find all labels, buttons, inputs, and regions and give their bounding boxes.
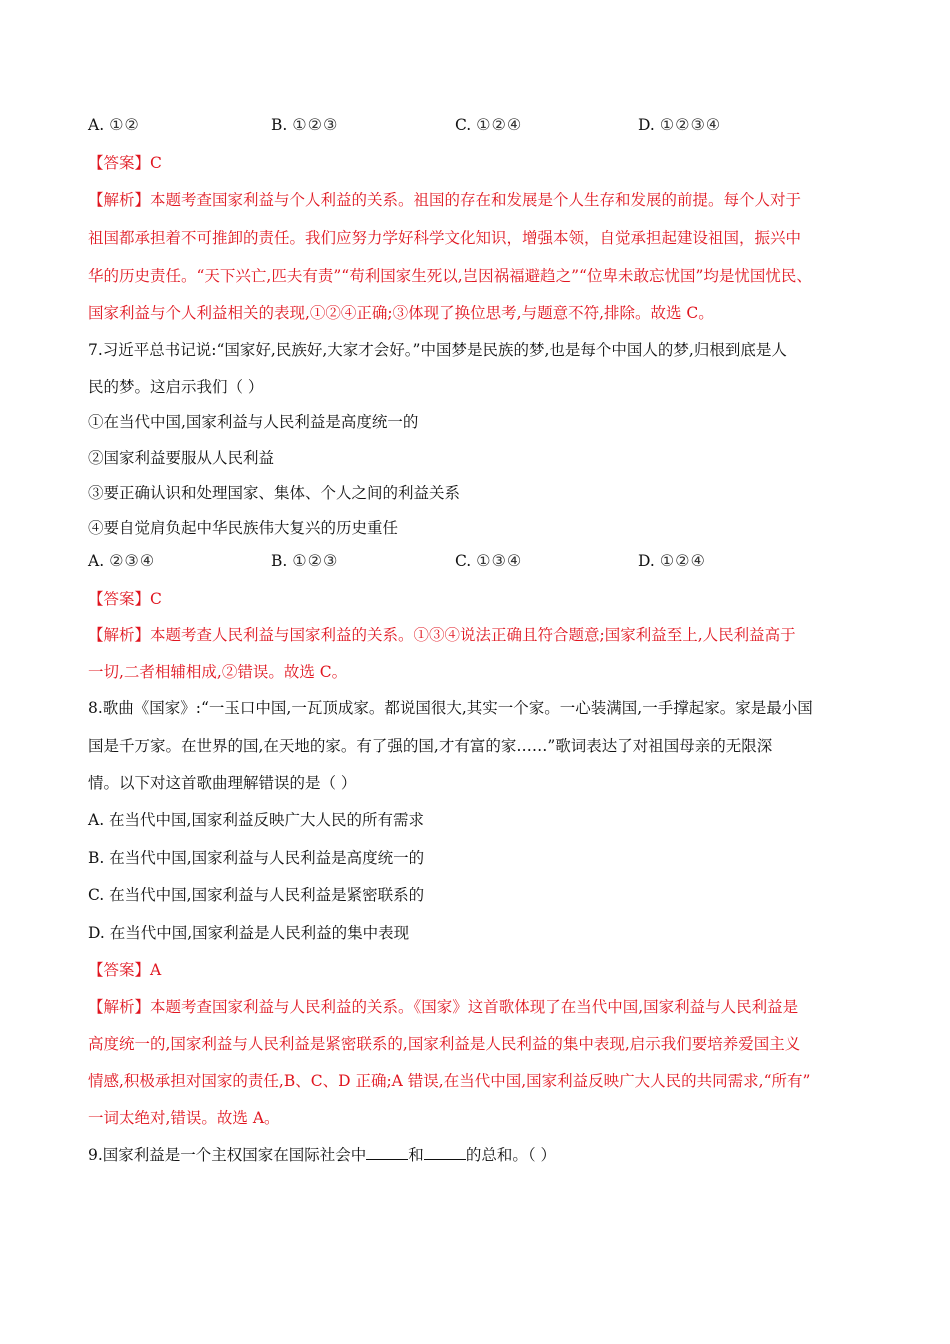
q8-option-d: D. 在当代中国,国家利益是人民利益的集中表现: [88, 924, 410, 942]
q8-analysis-line: 【解析】本题考查国家利益与人民利益的关系。《国家》这首歌体现了在当代中国,国家利益与人民利益是: [88, 998, 799, 1016]
q7-option-c: [455, 550, 522, 572]
q6-answer: 【答案】C: [88, 154, 162, 172]
answer-blank[interactable]: [424, 1145, 466, 1160]
option-letter: D.: [638, 552, 655, 570]
q6-option-a: [88, 114, 140, 136]
option-letter: C.: [455, 116, 472, 134]
q8-analysis-line: 一词太绝对,错误。故选 A。: [88, 1109, 280, 1127]
option-letter: B.: [271, 116, 288, 134]
q7-option-d: [638, 550, 706, 572]
q9-stem-part: 9.国家利益是一个主权国家在国际社会中: [88, 1146, 367, 1164]
q8-option-a: A. 在当代中国,国家利益反映广大人民的所有需求: [88, 811, 424, 829]
q7-item: ④要自觉肩负起中华民族伟大复兴的历史重任: [88, 519, 399, 537]
option-marks: ②③④: [109, 551, 156, 570]
q6-analysis-line: 祖国都承担着不可推卸的责任。我们应努力学好科学文化知识，增强本领，自觉承担起建设祖国，振兴中: [88, 229, 802, 247]
q7-item: ③要正确认识和处理国家、集体、个人之间的利益关系: [88, 484, 461, 502]
option-marks: ①②③④: [659, 115, 722, 134]
option-letter: A.: [88, 116, 105, 134]
q8-stem-line: 8.歌曲《国家》:“一玉口中国,一瓦顶成家。都说国很大,其实一个家。一心装满国,一手撑起家。家是最小国: [88, 699, 813, 717]
q7-stem-line: 7.习近平总书记说:“国家好,民族好,大家才会好。”中国梦是民族的梦,也是每个中国人的梦,归根到底是人: [88, 341, 787, 359]
option-marks: ①②③: [292, 115, 339, 134]
option-letter: C.: [455, 552, 472, 570]
q8-option-b: B. 在当代中国,国家利益与人民利益是高度统一的: [88, 849, 425, 867]
q6-analysis-line: 国家利益与个人利益相关的表现,①②④正确;③体现了换位思考,与题意不符,排除。故选 C。: [88, 304, 714, 322]
q7-item: ②国家利益要服从人民利益: [88, 449, 275, 467]
option-marks: ①②③: [292, 551, 339, 570]
option-marks: ①②④: [659, 551, 706, 570]
q6-option-c: [455, 114, 522, 136]
q7-answer: 【答案】C: [88, 590, 162, 608]
option-marks: ①②: [109, 115, 140, 134]
q9-stem: [88, 1144, 556, 1166]
option-letter: B.: [271, 552, 288, 570]
option-letter: D.: [638, 116, 655, 134]
q8-analysis-line: 高度统一的,国家利益与人民利益是紧密联系的,国家利益是人民利益的集中表现,启示我们要培养爱国主义: [88, 1035, 801, 1053]
q6-option-d: [638, 114, 721, 136]
option-letter: A.: [88, 552, 105, 570]
q7-analysis-line: 【解析】本题考查人民利益与国家利益的关系。①③④说法正确且符合题意;国家利益至上,人民利益高于: [88, 626, 796, 644]
q6-analysis-line: 华的历史责任。“天下兴亡,匹夫有责”“苟利国家生死以,岂因祸福避趋之”“位卑未敢忘忧国”均是忧国忧民、: [88, 267, 812, 285]
q6-option-b: [271, 114, 338, 136]
q6-analysis-line: 【解析】本题考查国家利益与个人利益的关系。祖国的存在和发展是个人生存和发展的前提。每个人对于: [88, 191, 802, 209]
q8-option-c: C. 在当代中国,国家利益与人民利益是紧密联系的: [88, 886, 425, 904]
q7-stem-line: 民的梦。这启示我们（ ）: [88, 378, 264, 396]
option-marks: ①③④: [476, 551, 523, 570]
q8-stem-line: 国是千万家。在世界的国,在天地的家。有了强的国,才有富的家……”歌词表达了对祖国母亲的无限深: [88, 737, 773, 755]
q8-stem-line: 情。以下对这首歌曲理解错误的是（ ）: [88, 774, 357, 792]
q8-analysis-line: 情感,积极承担对国家的责任,B、C、D 正确;A 错误,在当代中国,国家利益反映广大人民的共同需求,“所有”: [88, 1072, 811, 1090]
q7-analysis-line: 一切,二者相辅相成,②错误。故选 C。: [88, 663, 348, 681]
q7-option-b: [271, 550, 338, 572]
q9-stem-part: 的总和。（ ）: [465, 1146, 556, 1164]
q9-stem-part: 和: [408, 1146, 424, 1164]
answer-blank[interactable]: [366, 1145, 408, 1160]
q8-answer: 【答案】A: [88, 961, 162, 979]
q7-option-a: [88, 550, 155, 572]
q7-item: ①在当代中国,国家利益与人民利益是高度统一的: [88, 413, 419, 431]
option-marks: ①②④: [476, 115, 523, 134]
